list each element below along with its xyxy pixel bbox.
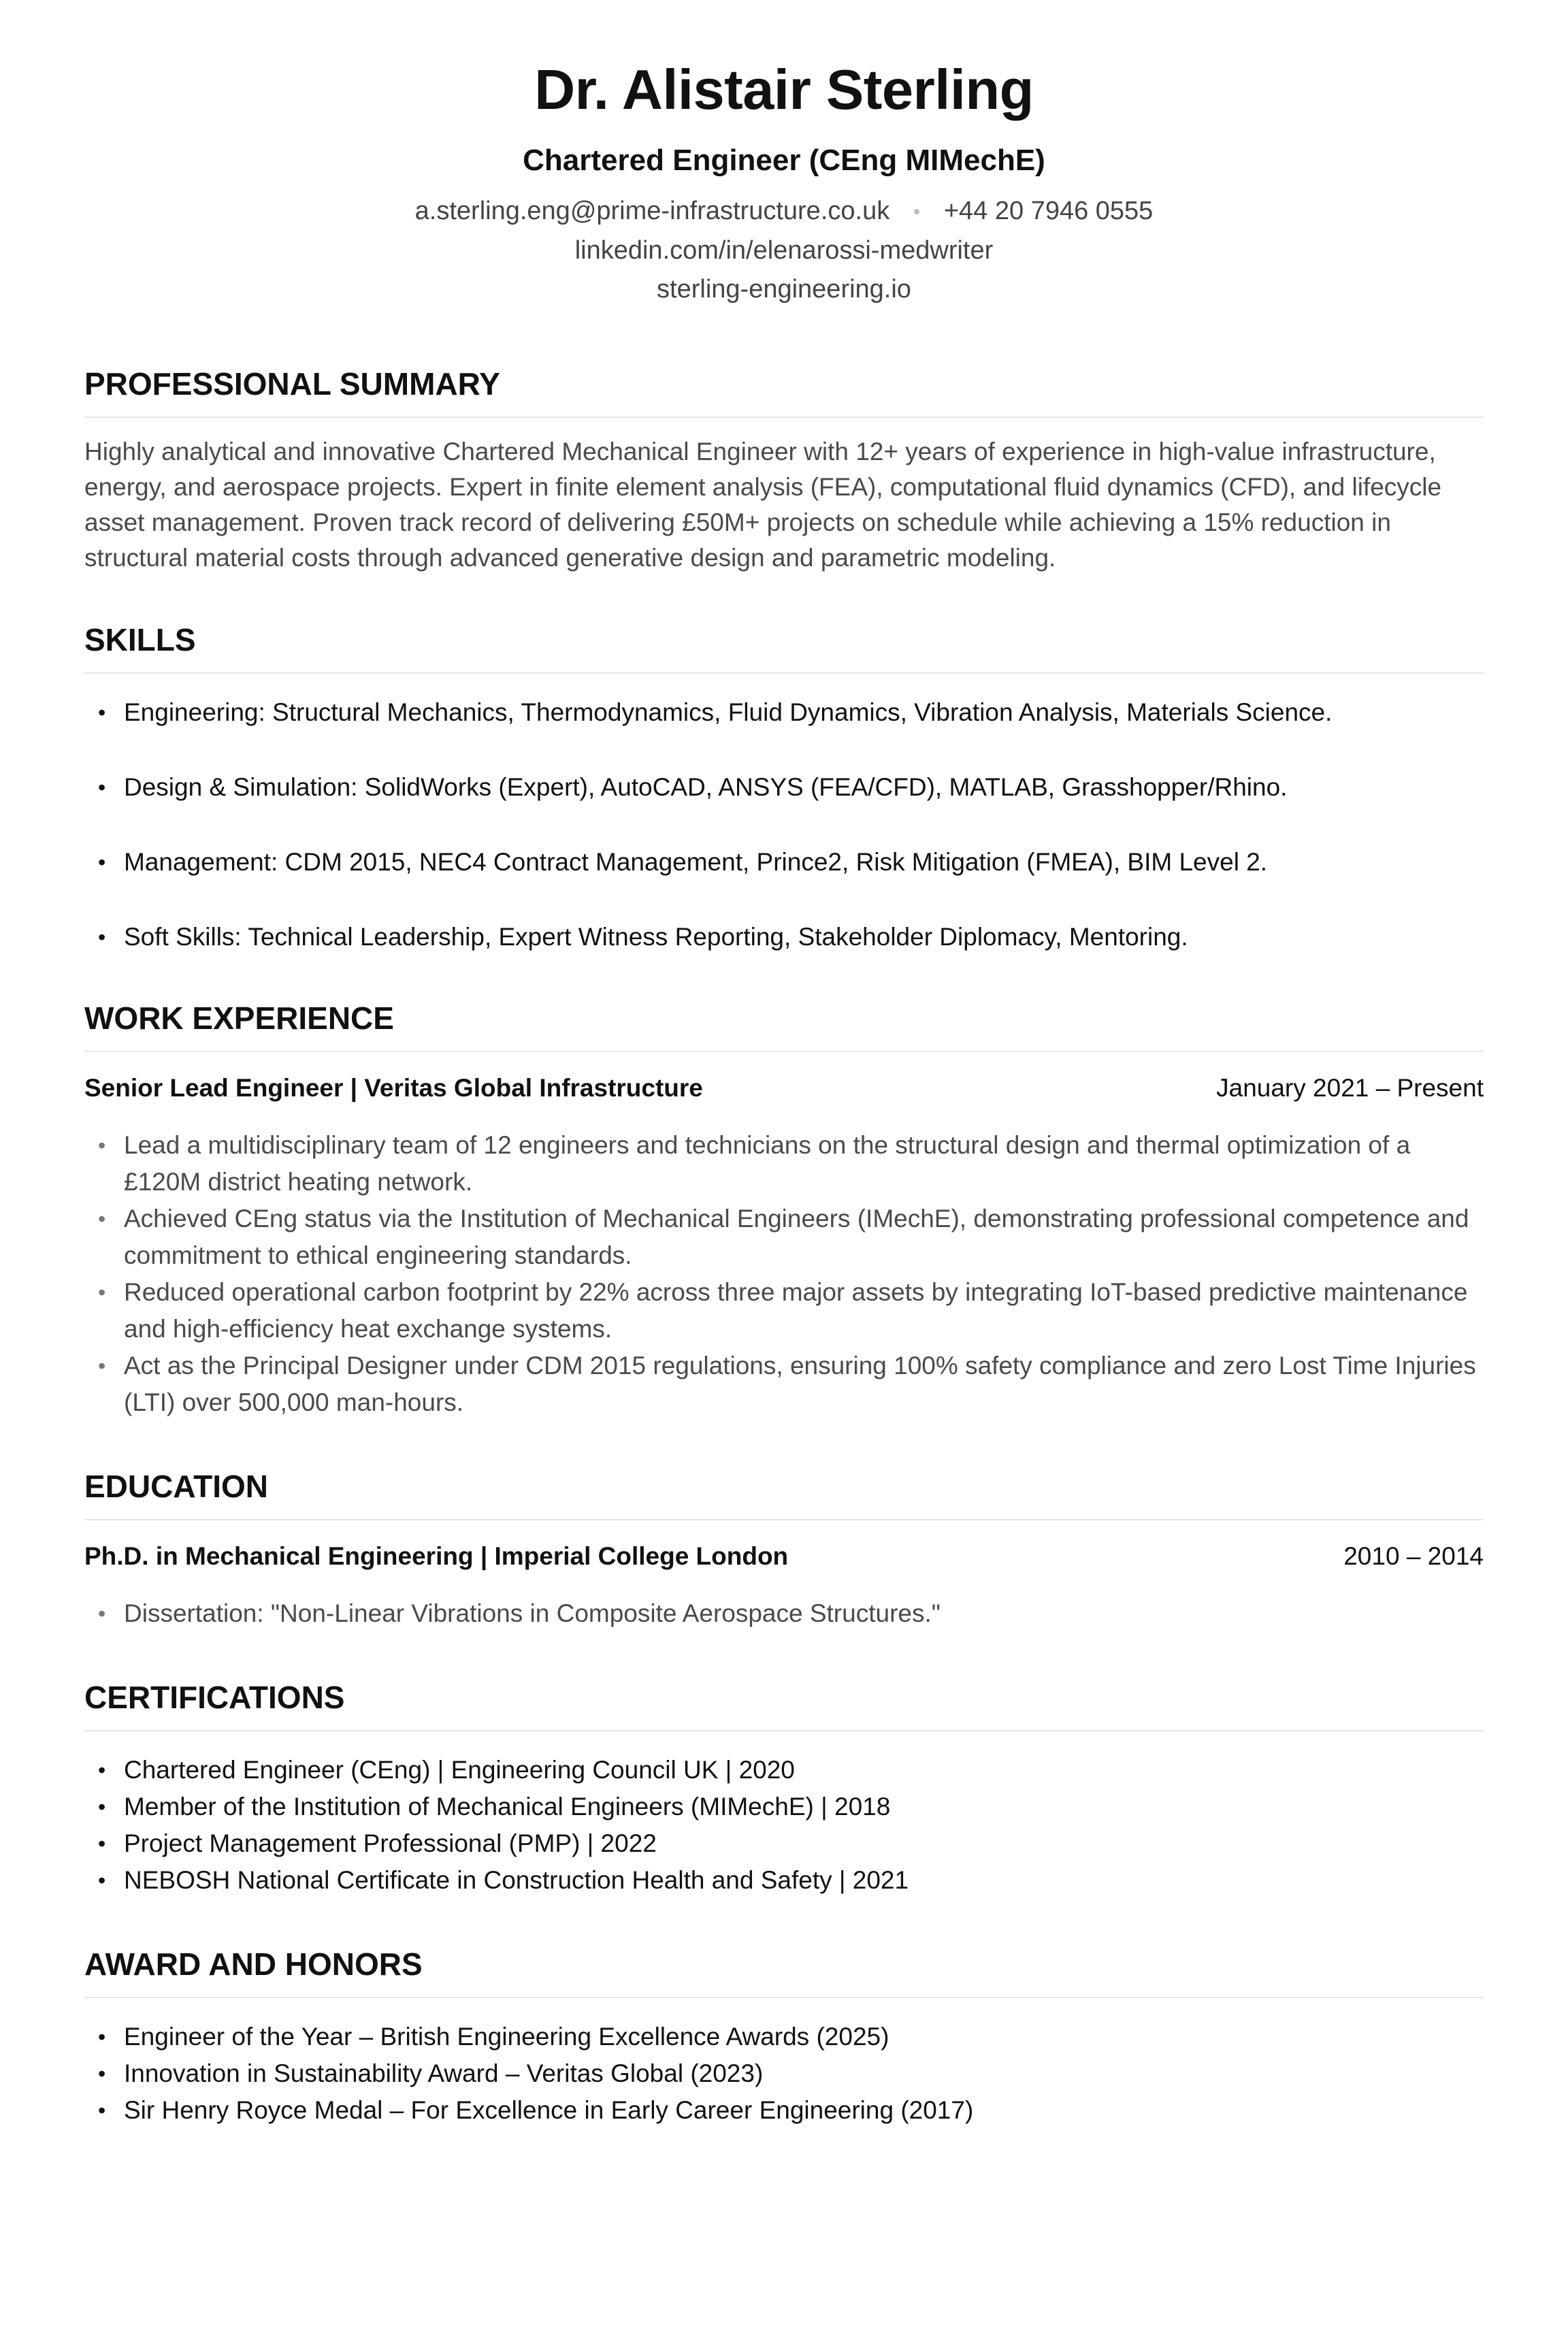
section-heading: AWARD AND HONORS [84,1946,423,1982]
degree-bullets [84,1595,1484,1632]
job-bullet: • Lead a multidisciplinary team of 12 engineers and technicians on the structural design and thermal optimization of a £120M district heating network. [84,1127,1484,1201]
certification-item: • NEBOSH National Certificate in Construction Health and Safety | 2021 [84,1862,1484,1899]
skill-item: • Soft Skills: Technical Leadership, Expert Witness Reporting, Stakeholder Diplomacy, Mentoring. [84,919,1484,956]
job-bullets [84,1127,1484,1421]
skill-item: • Engineering: Structural Mechanics, Thermodynamics, Fluid Dynamics, Vibration Analysis, Materials Science. [84,694,1484,731]
candidate-title: Chartered Engineer (CEng MIMechE) [523,144,1045,177]
awards-section [84,1945,1484,2129]
section-divider [84,1997,1484,1998]
section-heading: PROFESSIONAL SUMMARY [84,366,500,402]
award-item: • Sir Henry Royce Medal – For Excellence in Early Career Engineering (2017) [84,2092,1484,2129]
candidate-name: Dr. Alistair Sterling [534,58,1034,121]
certifications-list [84,1752,1484,1899]
job-dates: January 2021 – Present [1216,1074,1484,1103]
phone-text: +44 20 7946 0555 [943,197,1154,225]
degree-bullet: • Dissertation: "Non-Linear Vibrations in Composite Aerospace Structures." [84,1595,1484,1632]
award-item: • Engineer of the Year – British Engineering Excellence Awards (2025) [84,2019,1484,2055]
section-heading: CERTIFICATIONS [84,1680,345,1716]
section-divider [84,417,1484,418]
degree-title: Ph.D. in Mechanical Engineering | Imperial College London [84,1542,789,1571]
degree-dates: 2010 – 2014 [1343,1542,1484,1571]
summary-section [84,365,1484,576]
education-section [84,1467,1484,1632]
job-header [84,1070,1484,1107]
section-divider [84,672,1484,674]
certification-item: • Chartered Engineer (CEng) | Engineering Council UK | 2020 [84,1752,1484,1789]
resume-header [84,56,1484,309]
skills-list [84,694,1484,956]
job-bullet: • Act as the Principal Designer under CDM 2015 regulations, ensuring 100% safety compliance and zero Lost Time Injuries (LTI) over 500,000 man-hours. [84,1348,1484,1421]
awards-list [84,2019,1484,2129]
contact-row [84,192,1484,231]
skill-item: • Management: CDM 2015, NEC4 Contract Management, Prince2, Risk Mitigation (FMEA), BIM Level 2. [84,844,1484,881]
certification-item: • Member of the Institution of Mechanical Engineers (MIMechE) | 2018 [84,1789,1484,1825]
experience-section [84,999,1484,1421]
award-item: • Innovation in Sustainability Award – Veritas Global (2023) [84,2055,1484,2092]
section-divider [84,1051,1484,1052]
job-title: Senior Lead Engineer | Veritas Global Infrastructure [84,1074,703,1103]
section-heading: WORK EXPERIENCE [84,1000,394,1037]
skills-section [84,621,1484,956]
certifications-section [84,1678,1484,1899]
certification-item: • Project Management Professional (PMP) | 2022 [84,1825,1484,1862]
email-text: a.sterling.eng@prime-infrastructure.co.uk [414,197,890,225]
job-bullet: • Achieved CEng status via the Institution of Mechanical Engineers (IMechE), demonstrating professional competence and commitment to ethical engineering standards. [84,1201,1484,1274]
separator-dot-icon: • [913,201,921,224]
website-text: sterling-engineering.io [657,275,911,304]
section-divider [84,1519,1484,1520]
degree-header [84,1538,1484,1575]
linkedin-text: linkedin.com/in/elenarossi-medwriter [574,236,994,265]
section-heading: SKILLS [84,622,196,658]
section-heading: EDUCATION [84,1469,269,1505]
job-bullet: • Reduced operational carbon footprint by 22% across three major assets by integrating IoT-based predictive maintenance and high-efficiency heat exchange systems. [84,1274,1484,1348]
section-divider [84,1730,1484,1731]
skill-item: • Design & Simulation: SolidWorks (Expert), AutoCAD, ANSYS (FEA/CFD), MATLAB, Grasshopper/Rhino. [84,769,1484,806]
summary-paragraph: Highly analytical and innovative Chartered Mechanical Engineer with 12+ years of experience in high-value infrastructure, energy, and aerospace projects. Expert in finite element analysis (FEA), computational fluid dynamics (CFD), and lifecycle asset management. Proven track record of delivering £50M+ projects on schedule while achieving a 15% reduction in structural material costs through advanced generative design and parametric modeling. [84,438,1442,572]
